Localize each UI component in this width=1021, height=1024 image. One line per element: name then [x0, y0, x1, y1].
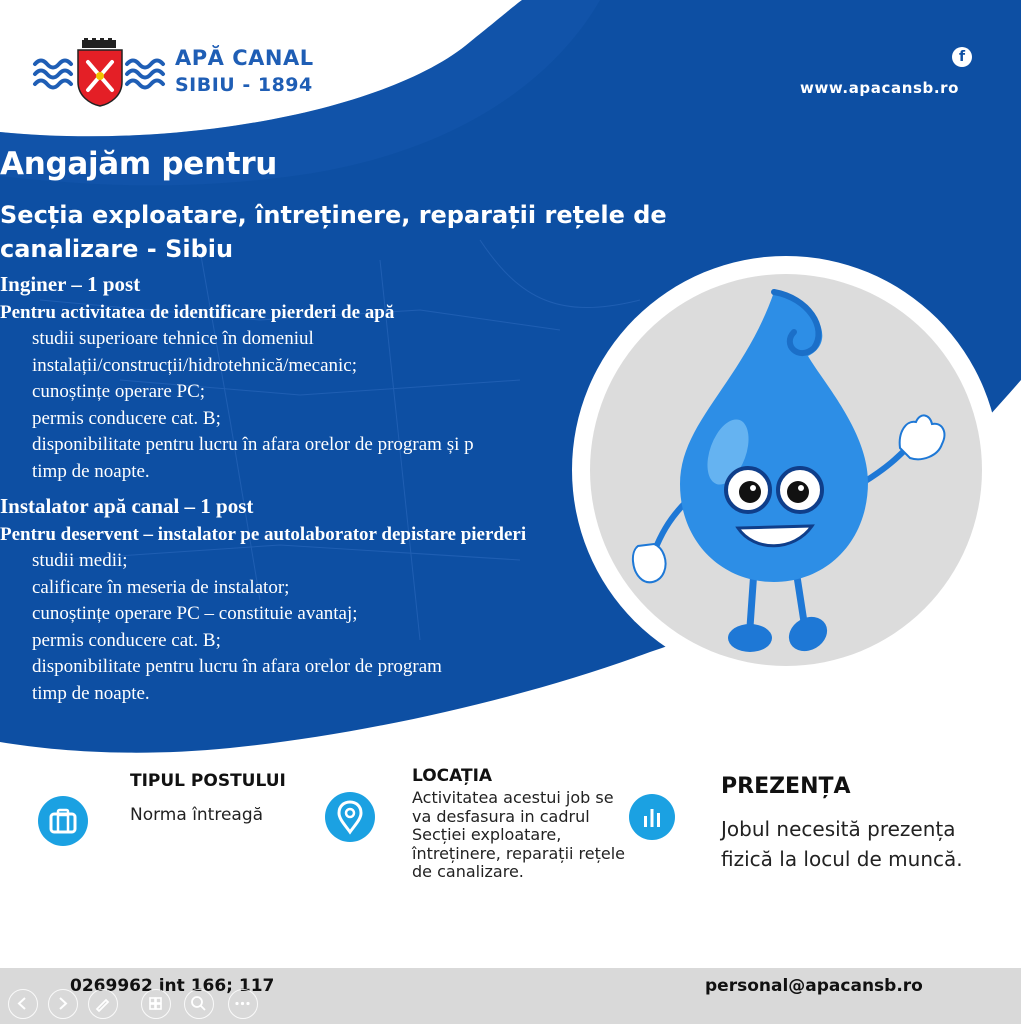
presence-value: Jobul necesită prezența fizică la locul de muncă.: [721, 817, 963, 871]
location-pin-icon: [325, 792, 375, 842]
water-drop-mascot: [568, 252, 1004, 688]
requirement-item: cunoștințe operare PC;: [32, 381, 206, 402]
requirement-item: studii medii;: [32, 550, 128, 571]
coat-of-arms-icon: [78, 38, 122, 106]
location-title: LOCAȚIA: [412, 766, 493, 786]
requirement-item: cunoștințe operare PC – constituie avantaj;: [32, 603, 358, 624]
job-title: Inginer – 1 post: [0, 272, 141, 296]
email-address[interactable]: personal@apacansb.ro: [705, 976, 923, 996]
requirement-item: timp de noapte.: [32, 682, 150, 704]
brand-year: SIBIU - 1894: [175, 74, 313, 96]
job-type-value: Norma întreagă: [130, 805, 264, 825]
more-options-button[interactable]: [228, 989, 258, 1019]
requirement-item: disponibilitate pentru lucru în afara orelor de program și p: [32, 434, 474, 455]
requirement-item: disponibilitate pentru lucru în afara orelor de program: [32, 656, 442, 677]
presence-title: PREZENȚA: [721, 774, 851, 799]
facebook-icon[interactable]: f: [952, 47, 972, 67]
briefcase-icon: [38, 796, 88, 846]
requirement-item: studii superioare tehnice în domeniul: [32, 328, 314, 349]
slides-view-button[interactable]: [141, 989, 171, 1019]
requirement-item: permis conducere cat. B;: [32, 407, 221, 429]
job-subtitle: Pentru activitatea de identificare pierderi de apă: [0, 302, 395, 323]
section-title: Secția exploatare, întreținere, reparații rețele de canalizare - Sibiu: [0, 201, 667, 263]
arrow-right-icon: [49, 990, 76, 1017]
location-value: Activitatea acestui job se va desfasura in cadrul Secției exploatare, întreținere, reparații rețele de canalizare.: [412, 788, 626, 881]
arrow-left-icon: [9, 990, 36, 1017]
grid-icon: [142, 990, 169, 1017]
bar-chart-icon: [629, 794, 675, 840]
job-title: Instalator apă canal – 1 post: [0, 494, 254, 518]
zoom-button[interactable]: [184, 989, 214, 1019]
job-subtitle: Pentru deservent – instalator pe autolaborator depistare pierderi: [0, 524, 527, 545]
brand-name: APĂ CANAL: [175, 46, 314, 70]
requirement-item: instalații/construcții/hidrotehnică/mecanic;: [32, 354, 358, 376]
job-block-plumber: [0, 494, 560, 707]
job-type-title: TIPUL POSTULUI: [130, 771, 286, 791]
next-slide-button[interactable]: [48, 989, 78, 1019]
hiring-title: Angajăm pentru: [0, 146, 278, 182]
phone-number: 0269962 int 166; 117: [70, 976, 275, 996]
website-link[interactable]: www.apacansb.ro: [800, 79, 960, 97]
job-block-engineer: [0, 272, 580, 485]
magnifier-icon: [185, 990, 212, 1017]
more-icon: [229, 990, 256, 1017]
previous-slide-button[interactable]: [8, 989, 38, 1019]
pen-icon: [89, 990, 116, 1017]
requirements-list: [0, 548, 560, 707]
pen-tool-button[interactable]: [88, 989, 118, 1019]
requirement-item: calificare în meseria de instalator;: [32, 576, 290, 598]
requirements-list: [0, 326, 580, 485]
requirement-item: permis conducere cat. B;: [32, 629, 221, 651]
requirement-item: timp de noapte.: [32, 460, 150, 482]
